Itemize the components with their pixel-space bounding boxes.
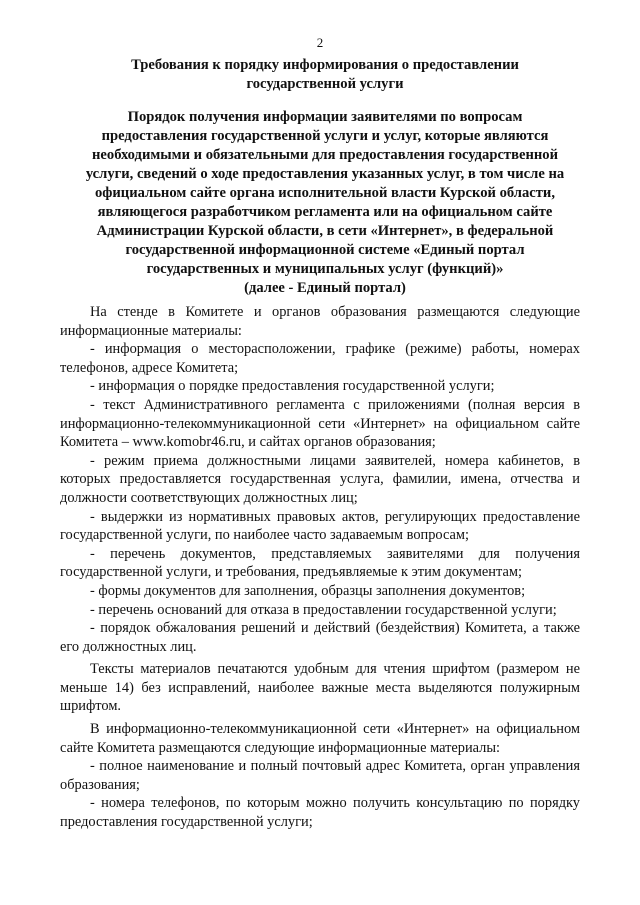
subsection-title [60, 108, 590, 298]
list-item: - порядок обжалования решений и действий (бездействия) Комитета, а также его должностных лиц. [60, 620, 580, 655]
subsection-title-line: государственных и муниципальных услуг (функций)» [146, 261, 504, 277]
subsection-title-line: (далее - Единый портал) [244, 280, 406, 296]
subsection-title-line: Администрации Курской области, в сети «Интернет», в федеральной [96, 223, 554, 239]
list-item: - выдержки из нормативных правовых актов, регулирующих предоставление государственной услуги, по наиболее часто задаваемым вопросам; [60, 508, 580, 544]
list-item: - информация о порядке предоставления государственной услуги; [90, 378, 495, 395]
subsection-title-line: официальном сайте органа исполнительной власти Курской области, [94, 185, 555, 201]
list-item: - информация о месторасположении, графике (режиме) работы, номерах телефонов, адресе Комитета; [60, 341, 580, 376]
paragraph: Тексты материалов печатаются удобным для чтения шрифтом (размером не меньше 14) без исправлений, наиболее важные места выделяются полужирным шрифтом. [60, 661, 580, 715]
subsection-title-line: необходимыми и обязательными для предоставления государственной [92, 147, 558, 163]
list-item: - перечень документов, представляемых заявителями для получения государственной услуги, и требования, предъявляемые к этим документам; [60, 545, 580, 581]
section-title-line: Требования к порядку информирования о предоставлении [131, 57, 519, 73]
paragraph: В информационно-телекоммуникационной сети «Интернет» на официальном сайте Комитета размещаются следующие информационные материалы: [60, 721, 580, 756]
list-item: - режим приема должностными лицами заявителей, номера кабинетов, в которых предоставляется государственная услуга, фамилии, имена, отчества и должности соответствующих должностных лиц; [60, 452, 580, 506]
page-number: 2 [316, 35, 324, 50]
section-title-line: государственной услуги [246, 76, 404, 92]
list-item: - текст Административного регламента с приложениями (полная версия в информационно-телекоммуникационной сети «Интернет» на официальном сайте Комитета – www.komobr46.ru, и сайтах органов образования; [60, 396, 580, 451]
list-item: - перечень оснований для отказа в предоставлении государственной услуги; [90, 601, 557, 618]
section-title [60, 56, 590, 94]
paragraph: На стенде в Комитете и органов образования размещаются следующие информационные материалы: [60, 304, 580, 339]
subsection-title-line: услуги, сведений о ходе предоставления указанных услуг, в том числе на [85, 166, 565, 182]
subsection-title-line: государственной информационной системе «Единый портал [125, 242, 525, 258]
subsection-title-line: предоставления государственной услуги и услуг, которые являются [101, 128, 549, 144]
list-item: - формы документов для заполнения, образцы заполнения документов; [90, 582, 526, 599]
subsection-title-line: являющегося разработчиком регламента или на официальном сайте [97, 204, 553, 220]
list-item: - полное наименование и полный почтовый адрес Комитета, орган управления образования; [60, 758, 580, 793]
list-item: - номера телефонов, по которым можно получить консультацию по порядку предоставления государственной услуги; [60, 795, 580, 831]
subsection-title-line: Порядок получения информации заявителями по вопросам [127, 109, 523, 125]
document-body [60, 303, 580, 832]
